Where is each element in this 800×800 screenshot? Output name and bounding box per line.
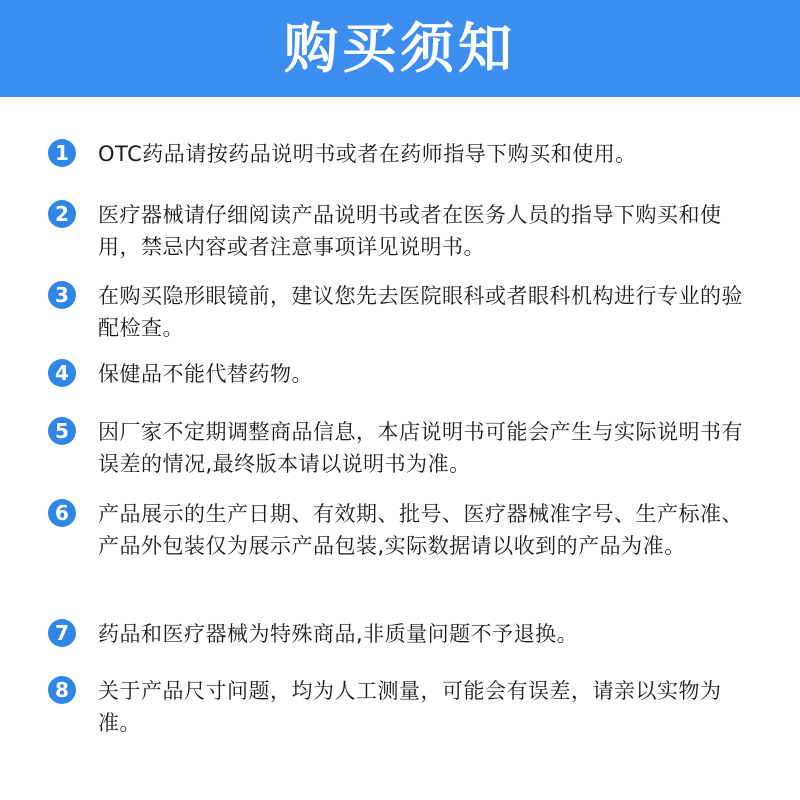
notice-item-1 xyxy=(48,138,768,170)
notice-text: 因厂家不定期调整商品信息，本店说明书可能会产生与实际说明书有误差的情况,最终版本请以说明书为准。 xyxy=(98,420,743,476)
number-badge: 7 xyxy=(48,619,76,647)
notice-text: 在购买隐形眼镜前，建议您先去医院眼科或者眼科机构进行专业的验配检查。 xyxy=(98,284,743,340)
notice-item-6 xyxy=(48,498,768,562)
page-title: 购买须知 xyxy=(284,16,516,80)
notice-item-4 xyxy=(48,358,768,390)
number-badge: 2 xyxy=(48,200,76,228)
notice-text: 保健品不能代替药物。 xyxy=(98,362,313,386)
notice-item-2 xyxy=(48,199,768,263)
number-badge: 8 xyxy=(48,676,76,704)
number-badge: 4 xyxy=(48,359,76,387)
notice-item-3 xyxy=(48,280,768,344)
number-badge: 6 xyxy=(48,499,76,527)
notice-item-7 xyxy=(48,618,768,650)
number-badge: 3 xyxy=(48,281,76,309)
notice-item-8 xyxy=(48,675,768,739)
number-badge: 5 xyxy=(48,417,76,445)
number-badge: 1 xyxy=(48,139,76,167)
notice-text: 医疗器械请仔细阅读产品说明书或者在医务人员的指导下购买和使用，禁忌内容或者注意事项详见说明书。 xyxy=(98,203,722,259)
notice-text: 产品展示的生产日期、有效期、批号、医疗器械准字号、生产标准、产品外包装仅为展示产品包装,实际数据请以收到的产品为准。 xyxy=(98,502,743,558)
notice-text: 关于产品尺寸问题，均为人工测量，可能会有误差，请亲以实物为准。 xyxy=(98,679,722,735)
notice-text: OTC药品请按药品说明书或者在药师指导下购买和使用。 xyxy=(98,142,637,166)
notice-text: 药品和医疗器械为特殊商品,非质量问题不予退换。 xyxy=(98,622,579,646)
header-banner xyxy=(0,0,800,97)
notice-item-5 xyxy=(48,416,768,480)
